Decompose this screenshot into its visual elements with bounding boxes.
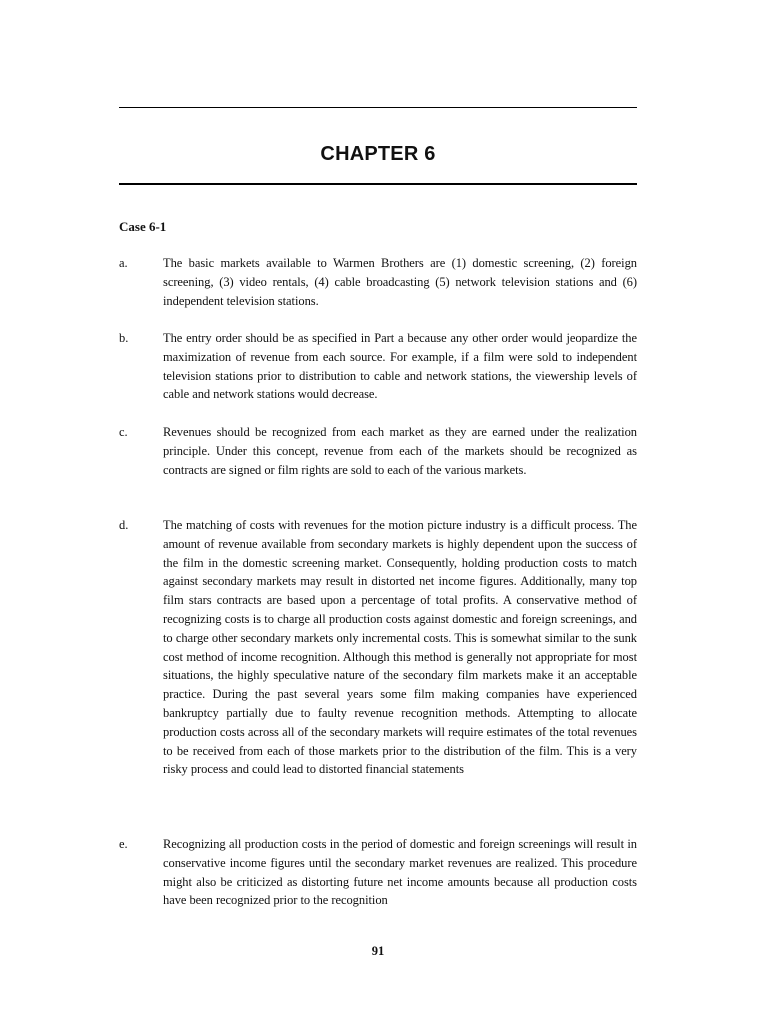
item-text: Revenues should be recognized from each market as they are earned under the realization principle. Under this concept, revenue from each of the markets should be recognized as contracts are signed or film rights are sold to each of the various markets. <box>163 425 637 477</box>
title-underline-rule <box>119 183 637 185</box>
item-text: Recognizing all production costs in the period of domestic and foreign screenings will result in conservative income figures until the secondary market revenues are realized. This procedure might also be criticized as distorting future net income amounts because all production costs have been recognized prior to the recognition <box>163 837 637 908</box>
item-text: The entry order should be as specified in Part a because any other order would jeopardize the maximization of revenue from each source. For example, if a film were sold to independent television stations prior to distribution to cable and network stations, the viewership levels of cable and network stations would decrease. <box>163 331 637 402</box>
item-marker: b. <box>119 331 129 345</box>
item-text: The basic markets available to Warmen Brothers are (1) domestic screening, (2) foreign screening, (3) video rentals, (4) cable broadcasting (5) network television stations and (6) independent television stations. <box>163 256 637 308</box>
item-text: The matching of costs with revenues for the motion picture industry is a difficult process. The amount of revenue available from secondary markets is highly dependent upon the success of the film in the domestic screening market. Consequently, holding production costs to match against secondary markets may result in distorted net income figures. Additionally, many top film stars contracts are based upon a percentage of total profits. A conservative method of recognizing costs is to charge all production costs against domestic and foreign screenings, and to charge other secondary markets only incremental costs. This is somewhat similar to the sunk cost method of income recognition. Although this method is generally not appropriate for most situations, the highly speculative nature of the secondary film markets make it an acceptable practice. During the past several years some film making companies have experienced bankruptcy partially due to faulty revenue recognition methods. Attempting to allocate production costs across all of the secondary markets will require estimates of the total revenues to be received from each of those markets prior to the distribution of the film. This is a very risky process and could lead to distorted financial statements <box>163 518 637 777</box>
item-marker: e. <box>119 837 128 851</box>
item-marker: c. <box>119 425 128 439</box>
case-heading: Case 6-1 <box>119 219 167 234</box>
page-number: 91 <box>371 944 385 958</box>
top-rule <box>119 107 637 108</box>
item-marker: d. <box>119 518 129 532</box>
chapter-title: CHAPTER 6 <box>320 143 436 165</box>
item-marker: a. <box>119 256 128 270</box>
